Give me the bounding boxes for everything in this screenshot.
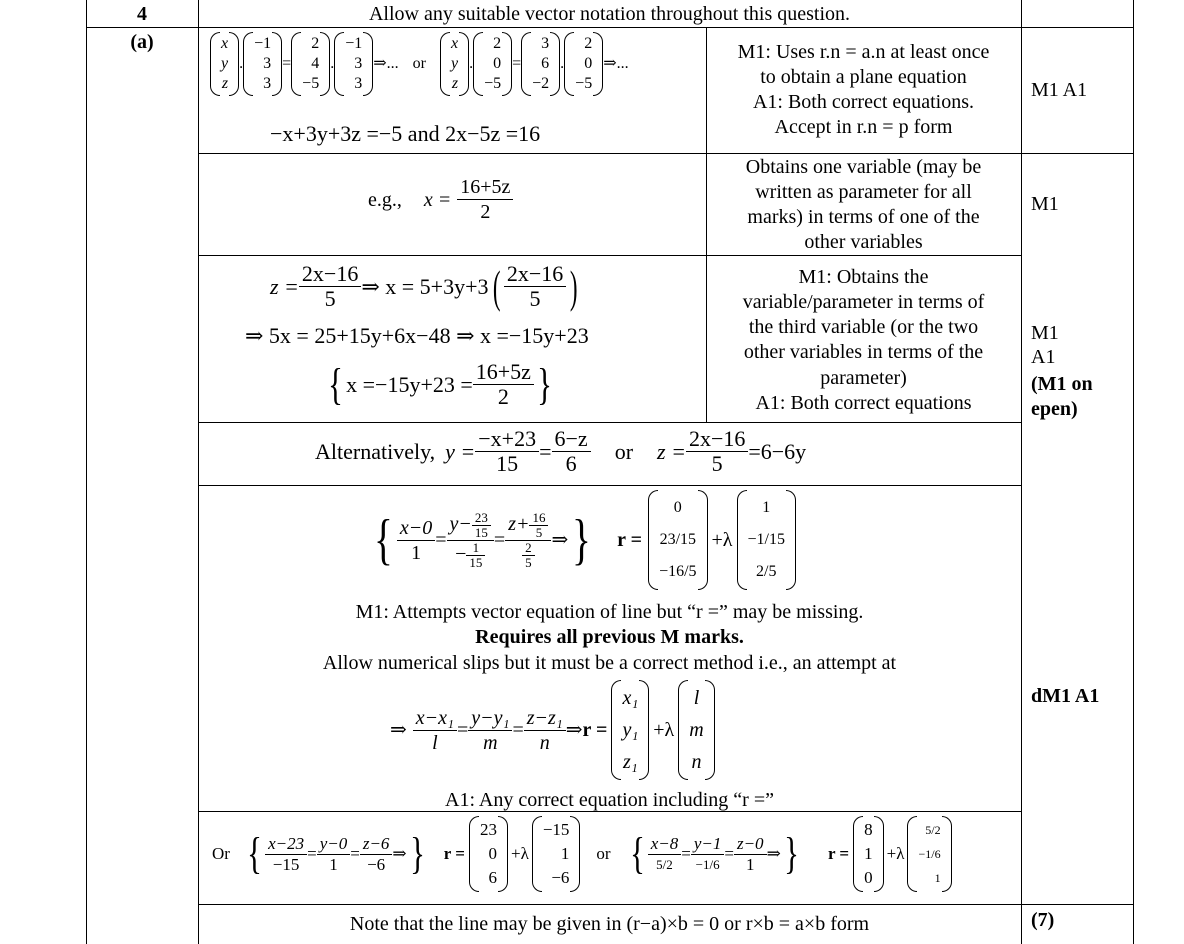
plane-equations: −x+3y+3z =−5 and 2x−5z =16: [270, 121, 541, 146]
row3-note-6: A1: Both correct equations: [755, 392, 972, 414]
row5-note-2: Requires all previous M marks.: [475, 626, 744, 648]
row3-mark-4: epen): [1031, 398, 1078, 420]
grid-line: [198, 153, 1133, 154]
plane-dot-product-working: x y z . −1 3 3 = 2 4 −5 . −1 3 3 ⇒... or x y z . 2 0 −5 = 3 6 −2 . 2 0 −5 ⇒...: [210, 32, 629, 96]
row3-note-3: the third variable (or the two: [748, 316, 979, 338]
point-vector: 3 6 −2: [521, 32, 560, 96]
row3-mark-2: A1: [1031, 346, 1056, 368]
normal-vector: −1 3 3: [243, 32, 282, 96]
normal-vector: 2 0 −5: [473, 32, 512, 96]
position-vector: x y z: [440, 32, 469, 96]
row3-mark-1: M1: [1031, 322, 1059, 344]
row3-mark-3: (M1 on: [1031, 373, 1093, 395]
general-position-vector: x₁ y₁ z₁: [611, 680, 649, 780]
normal-vector: 2 0 −5: [564, 32, 603, 96]
cartesian-to-vector-line: { $\frac{x-0}{1}$ = y− $\frac{23}{15}$ − $\frac{1}{15}$ = z+ $\frac{16}{5}$ $\frac{2}{5}$ ⇒ } r = 0 23/15 −16/5 +λ 1 −1/15 2/5: [370, 490, 796, 590]
alternative-line-equations: Or { $\frac{x-23}{-15}$ = $\frac{y-0}{1}$ = $\frac{z-6}{-6}$ ⇒ } r = 23 0 6 +λ −15 1 −6 or { $\frac{x-8}{5/2}$ = $\frac{y-1}{-1/6}$ = $\frac{z-0}{1}$ ⇒ } r = 8 1 0 +λ 5/2 −1/6 1: [212, 816, 952, 892]
row3-note-1: M1: Obtains the: [798, 266, 929, 288]
general-line-form: ⇒ $\frac{\text{x−x₁}}{l}$ = $\frac{\text{y−y₁}}{m}$ = $\frac{\text{z−z₁}}{n}$ ⇒ r = x₁ y₁ z₁ +λ l m n: [390, 680, 715, 780]
row1-note-1: M1: Uses r.n = a.n at least once: [737, 41, 990, 63]
substitution-line-1: z = $\frac{2x-16}{5}$ ⇒ x = 5+3y+3 ( $\frac{2x-16}{5}$ ): [270, 260, 578, 312]
alternative-forms: Alternatively, y = $\frac{-x+23}{15}$ = $\frac{6-z}{6}$ or z = $\frac{2x-16}{5}$ =6−6y: [315, 426, 807, 476]
row5-note-1: M1: Attempts vector equation of line but “r =” may be missing.: [355, 601, 864, 623]
row5-note-4: A1: Any correct equation including “r =”: [445, 789, 774, 811]
question-intro: Allow any suitable vector notation throughout this question.: [368, 3, 851, 25]
row3-note-2: variable/parameter in terms of: [742, 291, 985, 313]
row5-marks: dM1 A1: [1031, 685, 1100, 707]
row3-note-5: parameter): [820, 367, 907, 389]
row5-note-3: Allow numerical slips but it must be a correct method i.e., an attempt at: [322, 652, 897, 674]
x-in-terms-of-z: e.g., x = $\frac{16+5z}{2}$: [368, 175, 513, 224]
row1-note-2: to obtain a plane equation: [760, 66, 967, 88]
row3-note-4: other variables in terms of the: [743, 341, 984, 363]
row1-note-4: Accept in r.n = p form: [774, 116, 953, 138]
grid-line: [198, 904, 1133, 905]
row2-note-4: other variables: [804, 231, 923, 253]
substitution-line-3: { x =−15y+23 = $\frac{16+5z}{2}$ }: [328, 359, 552, 409]
normal-vector: −1 3 3: [334, 32, 373, 96]
substitution-line-2: ⇒ 5x = 25+15y+6x−48 ⇒ x =−15y+23: [245, 323, 589, 348]
grid-line: [198, 422, 1021, 423]
point-vector: 2 4 −5: [291, 32, 330, 96]
line-position-vector: 0 23/15 −16/5: [648, 490, 707, 590]
alternative-form-note: Note that the line may be given in (r−a)×b = 0 or r×b = a×b form: [349, 913, 870, 935]
grid-line: [198, 485, 1021, 486]
row2-marks: M1: [1031, 193, 1059, 215]
line-direction-vector: 1 −1/15 2/5: [737, 490, 796, 590]
position-vector: x y z: [210, 32, 239, 96]
question-number: 4: [137, 3, 147, 25]
row1-marks: M1 A1: [1031, 79, 1088, 101]
row2-note-3: marks) in terms of one of the: [747, 206, 980, 228]
grid-line: [1021, 0, 1022, 944]
grid-line: [198, 255, 1021, 256]
grid-line: [86, 27, 1133, 28]
grid-line: [1133, 0, 1134, 944]
general-direction-vector: l m n: [678, 680, 714, 780]
row2-note-1: Obtains one variable (may be: [745, 156, 982, 178]
row1-note-3: A1: Both correct equations.: [752, 91, 975, 113]
question-part: (a): [130, 31, 154, 53]
total-marks: (7): [1031, 909, 1055, 931]
grid-line: [86, 0, 87, 944]
row2-note-2: written as parameter for all: [755, 181, 972, 203]
